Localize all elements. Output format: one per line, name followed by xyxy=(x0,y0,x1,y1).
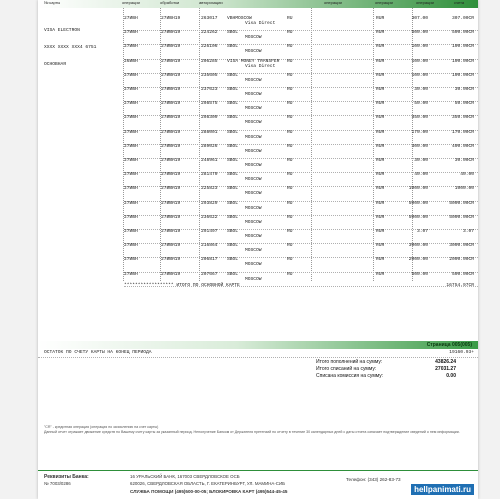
tx-op-date: 27ИЮН xyxy=(124,186,138,192)
summary-value: 27031.27 xyxy=(435,366,456,372)
footnotes xyxy=(38,425,478,434)
tx-op-date: 27ИЮН xyxy=(124,72,138,78)
tx-merchant-detail: MOSCOW xyxy=(245,191,262,197)
tx-account-amount: 2000.00CR xyxy=(449,257,474,263)
tx-amount: 5000.00 xyxy=(408,200,428,206)
header-proc-date: обработки xyxy=(160,0,180,5)
tx-currency: RUR xyxy=(376,158,385,163)
tx-amount: 400.00 xyxy=(411,143,428,149)
tx-auth-code: 235605 xyxy=(201,72,218,78)
bank-help: СЛУЖБА ПОМОЩИ (495)500-00-05; БЛОКИРОВКА КАРТ (495)544-45-45 xyxy=(130,489,288,494)
tx-merchant: SBOL xyxy=(227,143,239,149)
tx-country: RU xyxy=(287,214,293,220)
tx-amount: 100.00 xyxy=(411,44,428,50)
tx-proc-date: 27ИЮН19 xyxy=(161,72,181,78)
tx-account-amount: 1000.00 xyxy=(454,186,474,192)
tx-amount: 50.00 xyxy=(414,101,428,107)
tx-country: RU xyxy=(287,271,293,277)
site-watermark: hellpanimati.ru xyxy=(411,484,474,495)
tx-op-date: 27ИЮН xyxy=(124,44,138,50)
tx-currency: RUR xyxy=(376,58,385,64)
tx-currency: RUR xyxy=(376,101,385,107)
tx-country: RU xyxy=(287,58,293,64)
tx-merchant-detail: MOSCOW xyxy=(245,92,262,97)
summary-label: Итого пополнений на сумму: xyxy=(316,359,383,365)
tx-merchant-detail: MOSCOW xyxy=(245,120,262,126)
tx-auth-code: 281470 xyxy=(201,172,218,178)
footnote-disclaimer: Данный отчет отражает движение средств по Вашему счету карты за указанный период. Неполучение Банком от Держателя претензий по отчету в течение 30 календарных дней с даты отчета означает подтверждение сведений о нем информации. xyxy=(44,430,460,434)
card-kind: ОСНОВНАЯ xyxy=(44,61,67,67)
footnote-cr: "CR" - кредитная операция (операция по зачислению на счет карты) xyxy=(44,425,159,429)
bank-phone: Телефон: (343) 262-83-73 xyxy=(346,477,401,482)
tx-merchant: SBOL xyxy=(227,271,239,277)
tx-country: RU xyxy=(287,186,293,192)
tx-country: RU xyxy=(287,87,293,92)
tx-account-amount: 350.00CR xyxy=(451,115,474,121)
tx-currency: RUR xyxy=(376,271,385,277)
tx-auth-code: 206285 xyxy=(201,58,218,64)
tx-currency: RUR xyxy=(376,243,385,249)
tx-proc-date: 27ИЮН19 xyxy=(161,143,181,149)
tx-currency: RUR xyxy=(376,30,385,36)
tx-proc-date: 27ИЮН19 xyxy=(161,214,181,220)
tx-amount: 30.00 xyxy=(414,87,428,92)
tx-country: RU xyxy=(287,158,293,163)
tx-account-amount: 5000.00CR xyxy=(449,200,474,206)
tx-country: RU xyxy=(287,30,293,36)
tx-currency: RUR xyxy=(376,172,385,178)
tx-country: RU xyxy=(287,229,293,234)
tx-currency: RUR xyxy=(376,143,385,149)
tx-currency: RUR xyxy=(376,44,385,50)
tx-currency: RUR xyxy=(376,229,385,234)
tx-auth-code: 224262 xyxy=(201,30,218,36)
tx-country: RU xyxy=(287,115,293,121)
tx-merchant: SBOL xyxy=(227,158,239,163)
tx-amount: 500.00 xyxy=(411,271,428,277)
tx-amount: 1000.00 xyxy=(408,186,428,192)
tx-proc-date: 27ИЮН19 xyxy=(161,44,181,50)
tx-merchant: VBHMOSCOW xyxy=(227,16,252,21)
bank-addr1: 16 УРАЛЬСКИЙ БАНК, 167003 СВЕРДЛОВСКОЕ ОСБ xyxy=(130,474,240,479)
tx-account-amount: 30.00CR xyxy=(454,158,474,163)
tx-amount: 350.00 xyxy=(411,115,428,121)
tx-country: RU xyxy=(287,129,293,135)
tx-auth-code: 225823 xyxy=(201,186,218,192)
tx-merchant: SBOL xyxy=(227,30,239,36)
tx-proc-date: 27ИЮН19 xyxy=(161,158,181,163)
tx-auth-code: 291497 xyxy=(201,229,218,234)
tx-merchant-detail: MOSCOW xyxy=(245,276,262,282)
tx-merchant: VISA MONEY TRANSFER xyxy=(227,58,280,64)
tx-proc-date: 27ИЮН19 xyxy=(161,186,181,192)
tx-currency: RUR xyxy=(376,200,385,206)
tx-proc-date: 27ИЮН19 xyxy=(161,115,181,121)
tx-country: RU xyxy=(287,44,293,50)
tx-auth-code: 248961 xyxy=(201,158,218,163)
tx-op-date: 27ИЮН xyxy=(124,229,138,234)
card-number: XXXX XXXX XXX4 6751 xyxy=(44,44,97,50)
tx-amount: 170.00 xyxy=(411,129,428,135)
tx-auth-code: 226106 xyxy=(201,44,218,50)
tx-country: RU xyxy=(287,172,293,178)
tx-merchant-detail: MOSCOW xyxy=(245,177,262,183)
balance-label: ОСТАТОК ПО СЧЕТУ КАРТЫ НА КОНЕЦ ПЕРИОДА xyxy=(44,350,152,355)
header-auth: авторизации xyxy=(199,0,223,5)
tx-currency: RUR xyxy=(376,115,385,121)
tx-auth-code: 293829 xyxy=(201,200,218,206)
tx-country: RU xyxy=(287,16,293,21)
tx-merchant-detail: MOSCOW xyxy=(245,148,262,154)
tx-op-date: 27ИЮН xyxy=(124,172,138,178)
tx-proc-date: 27ИЮН19 xyxy=(161,257,181,263)
tx-merchant: SBOL xyxy=(227,172,239,178)
tx-proc-date: 27ИЮН19 xyxy=(161,243,181,249)
tx-amount: 5000.00 xyxy=(408,214,428,220)
tx-merchant-detail: MOSCOW xyxy=(245,262,262,268)
tx-merchant: SBOL xyxy=(227,229,239,234)
tx-auth-code: 206817 xyxy=(201,257,218,263)
tx-account-amount: 170.00CR xyxy=(451,129,474,135)
tx-merchant-detail: MOSCOW xyxy=(245,49,262,55)
total-value: 16754.97CR xyxy=(446,283,474,288)
tx-account-amount: 100.00CR xyxy=(451,58,474,64)
tx-merchant: SBOL xyxy=(227,72,239,78)
tx-op-date: 27ИЮН xyxy=(124,200,138,206)
tx-country: RU xyxy=(287,257,293,263)
tx-currency: RUR xyxy=(376,129,385,135)
summary-label: Списана комиссия на сумму: xyxy=(316,373,384,379)
tx-currency: RUR xyxy=(376,214,385,220)
header-amount: операции xyxy=(416,0,434,5)
tx-country: RU xyxy=(287,101,293,107)
tx-op-date: 27ИЮН xyxy=(124,101,138,107)
tx-proc-date: 27ИЮН19 xyxy=(161,16,181,21)
tx-merchant-detail: MOSCOW xyxy=(245,106,262,112)
tx-merchant-detail: MOSCOW xyxy=(245,248,262,254)
page-label: Страница 005(005) xyxy=(426,342,472,348)
tx-merchant: SBOL xyxy=(227,44,239,50)
tx-country: RU xyxy=(287,200,293,206)
table-header xyxy=(38,0,478,8)
tx-merchant-detail: Visa Direct xyxy=(245,63,276,69)
tx-merchant-detail: MOSCOW xyxy=(245,35,262,41)
tx-op-date: 27ИЮН xyxy=(124,214,138,220)
tx-account-amount: 50.00CR xyxy=(454,101,474,107)
balance-divider xyxy=(38,357,478,358)
tx-auth-code: 263017 xyxy=(201,16,218,21)
tx-account-amount: 400.00CR xyxy=(451,143,474,149)
tx-proc-date: 27ИЮН19 xyxy=(161,101,181,107)
tx-auth-code: 298309 xyxy=(201,115,218,121)
tx-amount: 40.00 xyxy=(414,172,428,178)
tx-country: RU xyxy=(287,143,293,149)
tx-auth-code: 237623 xyxy=(201,87,218,92)
header-op-date: операции xyxy=(122,0,140,5)
tx-amount: 500.00 xyxy=(411,30,428,36)
tx-auth-code: 236622 xyxy=(201,214,218,220)
tx-op-date: 27ИЮН xyxy=(124,16,138,21)
tx-op-date: 27ИЮН xyxy=(124,30,138,36)
tx-op-date: 27ИЮН xyxy=(124,257,138,263)
tx-amount: 100.00 xyxy=(411,72,428,78)
tx-account-amount: 500.00CR xyxy=(451,271,474,277)
tx-amount: 3.07 xyxy=(416,229,428,234)
tx-merchant: SBOL xyxy=(227,101,239,107)
tx-merchant: SBOL xyxy=(227,129,239,135)
tx-auth-code: 289026 xyxy=(201,143,218,149)
tx-op-date: 27ИЮН xyxy=(124,87,138,92)
tx-merchant: SBOL xyxy=(227,115,239,121)
tx-account-amount: 40.00 xyxy=(460,172,474,178)
tx-proc-date: 27ИЮН19 xyxy=(161,172,181,178)
tx-currency: RUR xyxy=(376,16,385,21)
tx-proc-date: 27ИЮН19 xyxy=(161,271,181,277)
tx-merchant-detail: MOSCOW xyxy=(245,77,262,83)
tx-op-date: 27ИЮН xyxy=(124,271,138,277)
tx-op-date: 27ИЮН xyxy=(124,129,138,135)
bank-req-label: Реквизиты Банка: xyxy=(44,474,89,480)
tx-amount: 30.00 xyxy=(414,158,428,163)
tx-op-date: 27ИЮН xyxy=(124,143,138,149)
tx-merchant-detail: MOSCOW xyxy=(245,134,262,140)
tx-op-date: 27ИЮН xyxy=(124,158,138,163)
tx-merchant-detail: MOSCOW xyxy=(245,219,262,225)
tx-op-date: 26ИЮН xyxy=(124,58,138,64)
tx-account-amount: 5000.00CR xyxy=(449,214,474,220)
tx-op-date: 27ИЮН xyxy=(124,115,138,121)
tx-merchant: SBOL xyxy=(227,186,239,192)
tx-account-amount: 500.00CR xyxy=(451,30,474,36)
tx-account-amount: 30.00CR xyxy=(454,87,474,92)
page-bar xyxy=(38,341,478,349)
tx-auth-code: 288001 xyxy=(201,129,218,135)
balance-value: 19160.93+ xyxy=(449,350,474,355)
total-line: ****************** ИТОГО ПО ОСНОВНОЙ КАРТЕ xyxy=(124,283,240,288)
tx-merchant: SBOL xyxy=(227,87,239,92)
tx-auth-code: 207667 xyxy=(201,271,218,277)
tx-merchant-detail: MOSCOW xyxy=(245,205,262,211)
tx-currency: RUR xyxy=(376,87,385,92)
footer-divider xyxy=(38,470,478,471)
tx-proc-date: 27ИЮН19 xyxy=(161,129,181,135)
tx-merchant-detail: MOSCOW xyxy=(245,163,262,168)
tx-merchant: SBOL xyxy=(227,214,239,220)
summary-label: Итого списаний на сумму: xyxy=(316,366,377,372)
tx-currency: RUR xyxy=(376,186,385,192)
tx-currency: RUR xyxy=(376,257,385,263)
header-cur: операции xyxy=(375,0,393,5)
tx-country: RU xyxy=(287,243,293,249)
bank-addr2: 620026, СВЕРДЛОВСКАЯ ОБЛАСТЬ, Г. ЕКАТЕРИНБУРГ, УЛ. МАМИНА-СИБ xyxy=(130,481,286,486)
summary-value: 43826.24 xyxy=(435,359,456,365)
tx-merchant: SBOL xyxy=(227,200,239,206)
tx-amount: 3000.00 xyxy=(408,243,428,249)
tx-op-date: 27ИЮН xyxy=(124,243,138,249)
bank-req-no: № 7003/0286 xyxy=(44,481,71,486)
tx-merchant: SBOL xyxy=(227,257,239,263)
tx-account-amount: 3000.00CR xyxy=(449,243,474,249)
tx-amount: 307.00 xyxy=(411,16,428,21)
tx-account-amount: 100.00CR xyxy=(451,72,474,78)
statement-page xyxy=(38,0,478,499)
tx-amount: 2000.00 xyxy=(408,257,428,263)
tx-proc-date: 27ИЮН19 xyxy=(161,200,181,206)
header-card: № карты xyxy=(44,0,61,5)
header-amount-acc: счета xyxy=(454,0,465,5)
tx-proc-date: 27ИЮН19 xyxy=(161,30,181,36)
tx-account-amount: 307.00CR xyxy=(451,16,474,21)
tx-amount: 100.00 xyxy=(411,58,428,64)
tx-account-amount: 100.00CR xyxy=(451,44,474,50)
tx-proc-date: 27ИЮН19 xyxy=(161,87,181,92)
tx-proc-date: 27ИЮН19 xyxy=(161,58,181,64)
tx-account-amount: 3.07 xyxy=(462,229,474,234)
tx-currency: RUR xyxy=(376,72,385,78)
summary-value: 0.00 xyxy=(446,373,456,379)
tx-proc-date: 27ИЮН19 xyxy=(161,229,181,234)
header-desc: операции xyxy=(324,0,342,5)
tx-merchant-detail: Visa Direct xyxy=(245,21,276,26)
card-type: VISA ELECTRON xyxy=(44,28,80,34)
tx-auth-code: 216864 xyxy=(201,243,218,249)
tx-merchant-detail: MOSCOW xyxy=(245,234,262,239)
tx-merchant: SBOL xyxy=(227,243,239,249)
tx-auth-code: 298575 xyxy=(201,101,218,107)
tx-country: RU xyxy=(287,72,293,78)
card-info xyxy=(44,17,96,79)
